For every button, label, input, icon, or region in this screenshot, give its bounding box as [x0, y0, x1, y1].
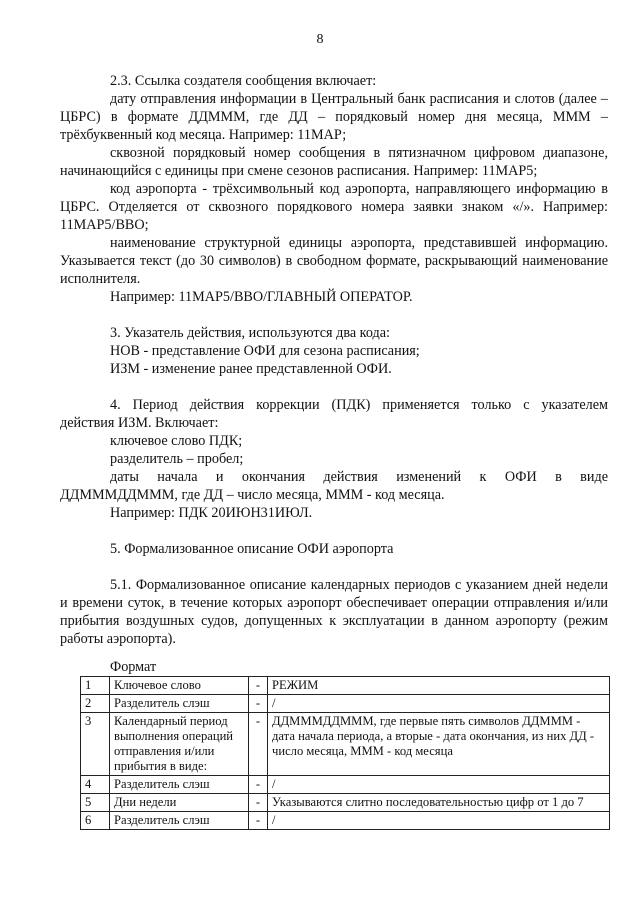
- row-dash: -: [249, 695, 268, 713]
- section-3-code-change: ИЗМ - изменение ранее представленной ОФИ.: [110, 361, 392, 377]
- row-dash: -: [249, 677, 268, 695]
- row-number: 4: [81, 776, 110, 794]
- row-field-name: Ключевое слово: [110, 677, 249, 695]
- section-4-example: Например: ПДК 20ИЮН31ИЮЛ.: [110, 505, 313, 521]
- row-field-name: Разделитель слэш: [110, 812, 249, 830]
- section-3-heading: 3. Указатель действия, используются два кода:: [110, 325, 390, 341]
- section-5-heading: 5. Формализованное описание ОФИ аэропорта: [110, 541, 394, 557]
- row-field-name: Дни недели: [110, 794, 249, 812]
- row-field-value: /: [268, 776, 610, 794]
- row-number: 3: [81, 713, 110, 776]
- section-2-3-heading: 2.3. Ссылка создателя сообщения включает:: [110, 73, 377, 89]
- row-field-value: Указываются слитно последовательностью цифр от 1 до 7: [268, 794, 610, 812]
- section-4-keyword: ключевое слово ПДК;: [110, 433, 243, 449]
- row-field-name: Разделитель слэш: [110, 695, 249, 713]
- row-number: 5: [81, 794, 110, 812]
- format-label: Формат: [110, 659, 157, 675]
- section-4-dates-line1: даты начала и окончания действия изменений к ОФИ в виде: [110, 469, 608, 485]
- page-number: 8: [316, 32, 324, 47]
- row-field-value: /: [268, 812, 610, 830]
- table-row: [81, 695, 610, 713]
- section-4-dates-line2: ДДМММДДМММ, где ДД – число месяца, МММ - код месяца.: [60, 487, 445, 503]
- section-4-heading-line1: 4. Период действия коррекции (ПДК) применяется только с указателем: [110, 397, 608, 413]
- row-field-value: /: [268, 695, 610, 713]
- row-number: 6: [81, 812, 110, 830]
- table-row: [81, 776, 610, 794]
- section-2-3-item-airport-code: код аэропорта - трёхсимвольный код аэропорта, направляющего информацию в ЦБРС. Отделяется от сквозного порядкового номера заявки знаком «/». Например: 11МАР5/ВВО;: [60, 181, 608, 233]
- table-row: [81, 677, 610, 695]
- table-row: [81, 812, 610, 830]
- section-2-3-item-date: дату отправления информации в Центральный банк расписания и слотов (далее – ЦБРС) в формате ДДМММ, где ДД – порядковый номер дня месяца, МММ – трёхбуквенный код месяца. Например: 11МАР;: [60, 91, 608, 143]
- row-dash: -: [249, 776, 268, 794]
- section-4-heading-line2: действия ИЗМ. Включает:: [60, 415, 219, 431]
- table-row: [81, 794, 610, 812]
- section-4-separator: разделитель – пробел;: [110, 451, 244, 467]
- section-5-1-text: 5.1. Формализованное описание календарных периодов с указанием дней недели и времени суток, в течение которых аэропорт обеспечивает операции отправления и/или прибытия воздушных судов, допущенных к эксплуатации в данном аэропорту (режим работы аэропорта).: [60, 577, 608, 647]
- row-number: 1: [81, 677, 110, 695]
- row-dash: -: [249, 812, 268, 830]
- row-dash: -: [249, 713, 268, 776]
- section-2-3-example: Например: 11МАР5/ВВО/ГЛАВНЫЙ ОПЕРАТОР.: [110, 289, 413, 305]
- row-field-name: Разделитель слэш: [110, 776, 249, 794]
- row-number: 2: [81, 695, 110, 713]
- section-2-3-item-serial: сквозной порядковый номер сообщения в пятизначном цифровом диапазоне, начинающийся с единицы при смене сезонов расписания. Например: 11МАР5;: [60, 145, 608, 179]
- table-row: [81, 713, 610, 776]
- row-dash: -: [249, 794, 268, 812]
- row-field-value: РЕЖИМ: [268, 677, 610, 695]
- row-field-name: Календарный период выполнения операций отправления и/или прибытия в виде:: [110, 713, 249, 776]
- format-table: [80, 676, 610, 830]
- row-field-value: ДДМММДДМММ, где первые пять символов ДДМММ - дата начала периода, а вторые - дата окончания, из них ДД - число месяца, МММ - код месяца: [268, 713, 610, 776]
- section-2-3-item-unit-name: наименование структурной единицы аэропорта, представившей информацию. Указывается текст (до 30 символов) в свободном формате, раскрывающий наименование исполнителя.: [60, 235, 608, 287]
- document-body: [60, 72, 608, 830]
- section-3-code-new: НОВ - представление ОФИ для сезона расписания;: [110, 343, 420, 359]
